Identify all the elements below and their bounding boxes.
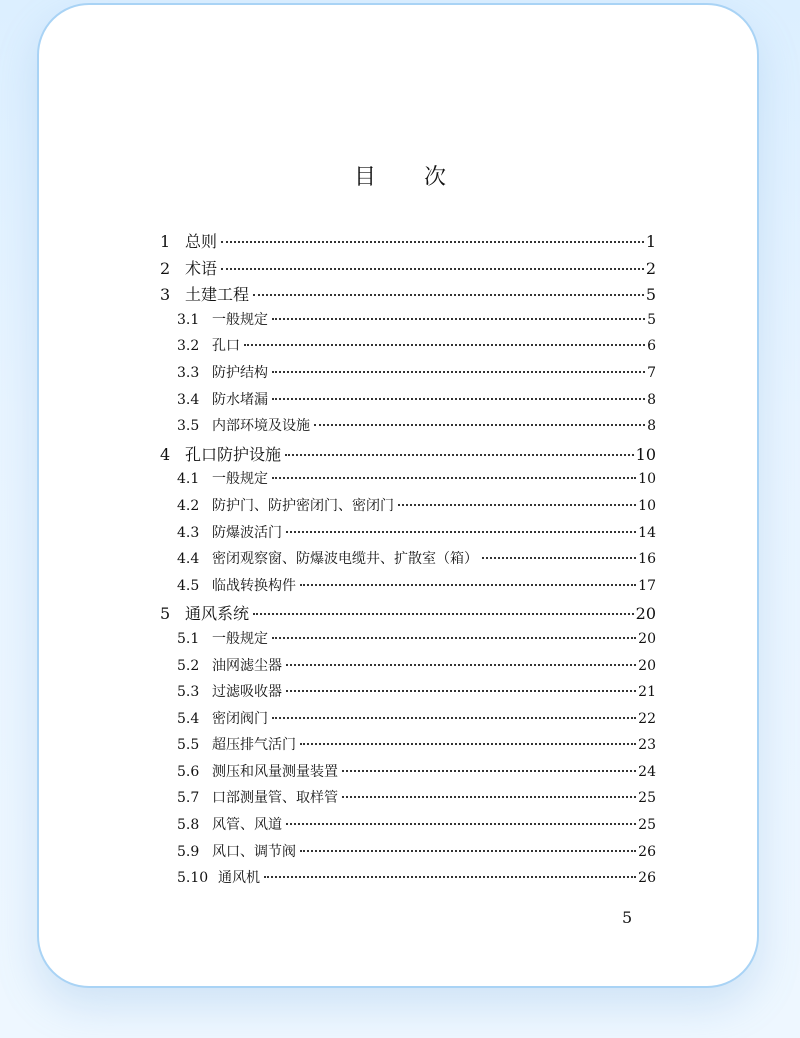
toc-entry-number: 5.5 [177, 737, 200, 754]
toc-entry-3-5[interactable] [160, 415, 656, 442]
toc-entry-page: 10 [635, 444, 656, 464]
toc-entry-number: 4 [160, 444, 171, 464]
dot-leader [286, 690, 636, 692]
toc-entry-label: 防爆波活门 [212, 524, 282, 541]
toc-entry-label: 油网滤尘器 [212, 657, 282, 674]
toc-entry-number: 5.3 [177, 684, 200, 701]
toc-entry-number: 5.9 [177, 843, 200, 860]
toc-entry-page: 26 [638, 870, 656, 887]
toc-entry-page: 5 [647, 311, 656, 328]
toc-entry-page: 7 [647, 364, 656, 381]
toc-entry-page: 8 [647, 418, 656, 435]
dot-leader [286, 531, 636, 533]
toc-entry-4-1[interactable] [160, 468, 656, 495]
toc-entry-5[interactable] [160, 601, 656, 628]
toc-entry-number: 5.8 [177, 817, 200, 834]
toc-entry-page: 2 [645, 258, 656, 278]
toc-entry-label: 风口、调节阀 [212, 843, 296, 860]
toc-entry-4-3[interactable] [160, 522, 656, 549]
dot-leader [221, 241, 644, 243]
toc-entry-number: 3.2 [177, 338, 200, 355]
table-of-contents [160, 229, 656, 894]
toc-entry-5-4[interactable] [160, 708, 656, 735]
dot-leader [300, 584, 636, 586]
toc-entry-label: 孔口 [212, 338, 240, 355]
toc-entry-label: 超压排气活门 [212, 737, 296, 754]
toc-entry-2[interactable] [160, 256, 656, 283]
toc-title-part2: 次 [424, 165, 447, 190]
toc-entry-page: 16 [638, 551, 656, 568]
dot-leader [342, 796, 636, 798]
dot-leader [272, 318, 645, 320]
toc-entry-3-3[interactable] [160, 362, 656, 389]
toc-entry-page: 6 [647, 338, 656, 355]
toc-entry-page: 24 [638, 763, 656, 780]
dot-leader [244, 344, 645, 346]
toc-entry-page: 25 [638, 790, 656, 807]
dot-leader [314, 424, 645, 426]
toc-entry-number: 5.1 [177, 630, 200, 647]
toc-entry-5-7[interactable] [160, 787, 656, 814]
dot-leader [285, 454, 634, 456]
toc-entry-label: 通风机 [218, 870, 260, 887]
toc-entry-number: 3.1 [177, 311, 200, 328]
dot-leader [286, 823, 636, 825]
toc-entry-5-2[interactable] [160, 655, 656, 682]
toc-entry-page: 17 [638, 577, 656, 594]
toc-entry-number: 5.4 [177, 710, 200, 727]
toc-entry-4-4[interactable] [160, 548, 656, 575]
toc-entry-label: 土建工程 [185, 285, 250, 305]
dot-leader [272, 371, 645, 373]
toc-entry-label: 一般规定 [212, 630, 268, 647]
page-number: 5 [622, 908, 633, 927]
toc-entry-page: 26 [638, 843, 656, 860]
toc-entry-number: 5.2 [177, 657, 200, 674]
toc-entry-4-5[interactable] [160, 575, 656, 602]
toc-entry-page: 20 [635, 604, 656, 624]
dot-leader [264, 876, 636, 878]
toc-entry-5-6[interactable] [160, 761, 656, 788]
dot-leader [398, 504, 636, 506]
toc-entry-number: 5.6 [177, 763, 200, 780]
toc-entry-number: 4.2 [177, 497, 200, 514]
toc-entry-label: 内部环境及设施 [212, 418, 310, 435]
toc-entry-4-2[interactable] [160, 495, 656, 522]
toc-entry-5-5[interactable] [160, 734, 656, 761]
toc-entry-number: 5.7 [177, 790, 200, 807]
toc-entry-number: 4.3 [177, 524, 200, 541]
dot-leader [253, 613, 634, 615]
toc-entry-label: 防护结构 [212, 364, 268, 381]
toc-entry-label: 术语 [185, 258, 218, 278]
toc-entry-page: 10 [638, 497, 656, 514]
toc-entry-number: 4.4 [177, 551, 200, 568]
toc-entry-page: 5 [645, 285, 656, 305]
toc-entry-label: 风管、风道 [212, 817, 282, 834]
dot-leader [342, 770, 636, 772]
toc-entry-label: 密闭阀门 [212, 710, 268, 727]
toc-entry-label: 测压和风量测量装置 [212, 763, 338, 780]
toc-entry-number: 3.5 [177, 418, 200, 435]
toc-entry-5-10[interactable] [160, 867, 656, 894]
toc-entry-3[interactable] [160, 282, 656, 309]
toc-entry-page: 20 [638, 630, 656, 647]
toc-entry-label: 密闭观察窗、防爆波电缆井、扩散室（箱） [212, 551, 478, 568]
toc-entry-label: 一般规定 [212, 311, 268, 328]
toc-entry-page: 10 [638, 471, 656, 488]
toc-entry-number: 4.1 [177, 471, 200, 488]
toc-entry-label: 总则 [185, 232, 218, 251]
toc-entry-3-1[interactable] [160, 309, 656, 336]
dot-leader [221, 268, 644, 270]
toc-entry-number: 1 [160, 232, 171, 251]
toc-entry-page: 22 [638, 710, 656, 727]
toc-entry-3-2[interactable] [160, 335, 656, 362]
toc-entry-page: 14 [638, 524, 656, 541]
dot-leader [482, 557, 636, 559]
toc-entry-page: 25 [638, 817, 656, 834]
toc-entry-5-8[interactable] [160, 814, 656, 841]
toc-entry-number: 3.4 [177, 391, 200, 408]
toc-entry-page: 21 [638, 684, 656, 701]
toc-entry-number: 2 [160, 258, 171, 278]
dot-leader [272, 637, 636, 639]
toc-entry-page: 1 [645, 232, 656, 251]
toc-entry-4[interactable] [160, 442, 656, 469]
toc-entry-number: 5.10 [177, 870, 209, 887]
dot-leader [253, 294, 644, 296]
dot-leader [272, 477, 636, 479]
toc-entry-3-4[interactable] [160, 389, 656, 416]
toc-entry-number: 4.5 [177, 577, 200, 594]
toc-entry-5-9[interactable] [160, 841, 656, 868]
dot-leader [272, 717, 636, 719]
dot-leader [286, 664, 636, 666]
toc-entry-label: 防水堵漏 [212, 391, 268, 408]
toc-title-part1: 目 [353, 165, 376, 190]
toc-entry-number: 3 [160, 285, 171, 305]
toc-entry-number: 3.3 [177, 364, 200, 381]
toc-entry-page: 8 [647, 391, 656, 408]
toc-entry-label: 口部测量管、取样管 [212, 790, 338, 807]
toc-entry-page: 23 [638, 737, 656, 754]
toc-entry-number: 5 [160, 604, 171, 624]
toc-entry-label: 一般规定 [212, 471, 268, 488]
toc-entry-label: 临战转换构件 [212, 577, 296, 594]
toc-entry-5-1[interactable] [160, 628, 656, 655]
dot-leader [272, 398, 645, 400]
dot-leader [300, 743, 636, 745]
toc-entry-label: 孔口防护设施 [185, 444, 282, 464]
toc-entry-label: 防护门、防护密闭门、密闭门 [212, 497, 394, 514]
toc-entry-page: 20 [638, 657, 656, 674]
toc-entry-label: 过滤吸收器 [212, 684, 282, 701]
toc-title [0, 160, 800, 191]
dot-leader [300, 850, 636, 852]
toc-entry-label: 通风系统 [185, 604, 250, 624]
toc-entry-5-3[interactable] [160, 681, 656, 708]
toc-entry-1[interactable] [160, 229, 656, 256]
